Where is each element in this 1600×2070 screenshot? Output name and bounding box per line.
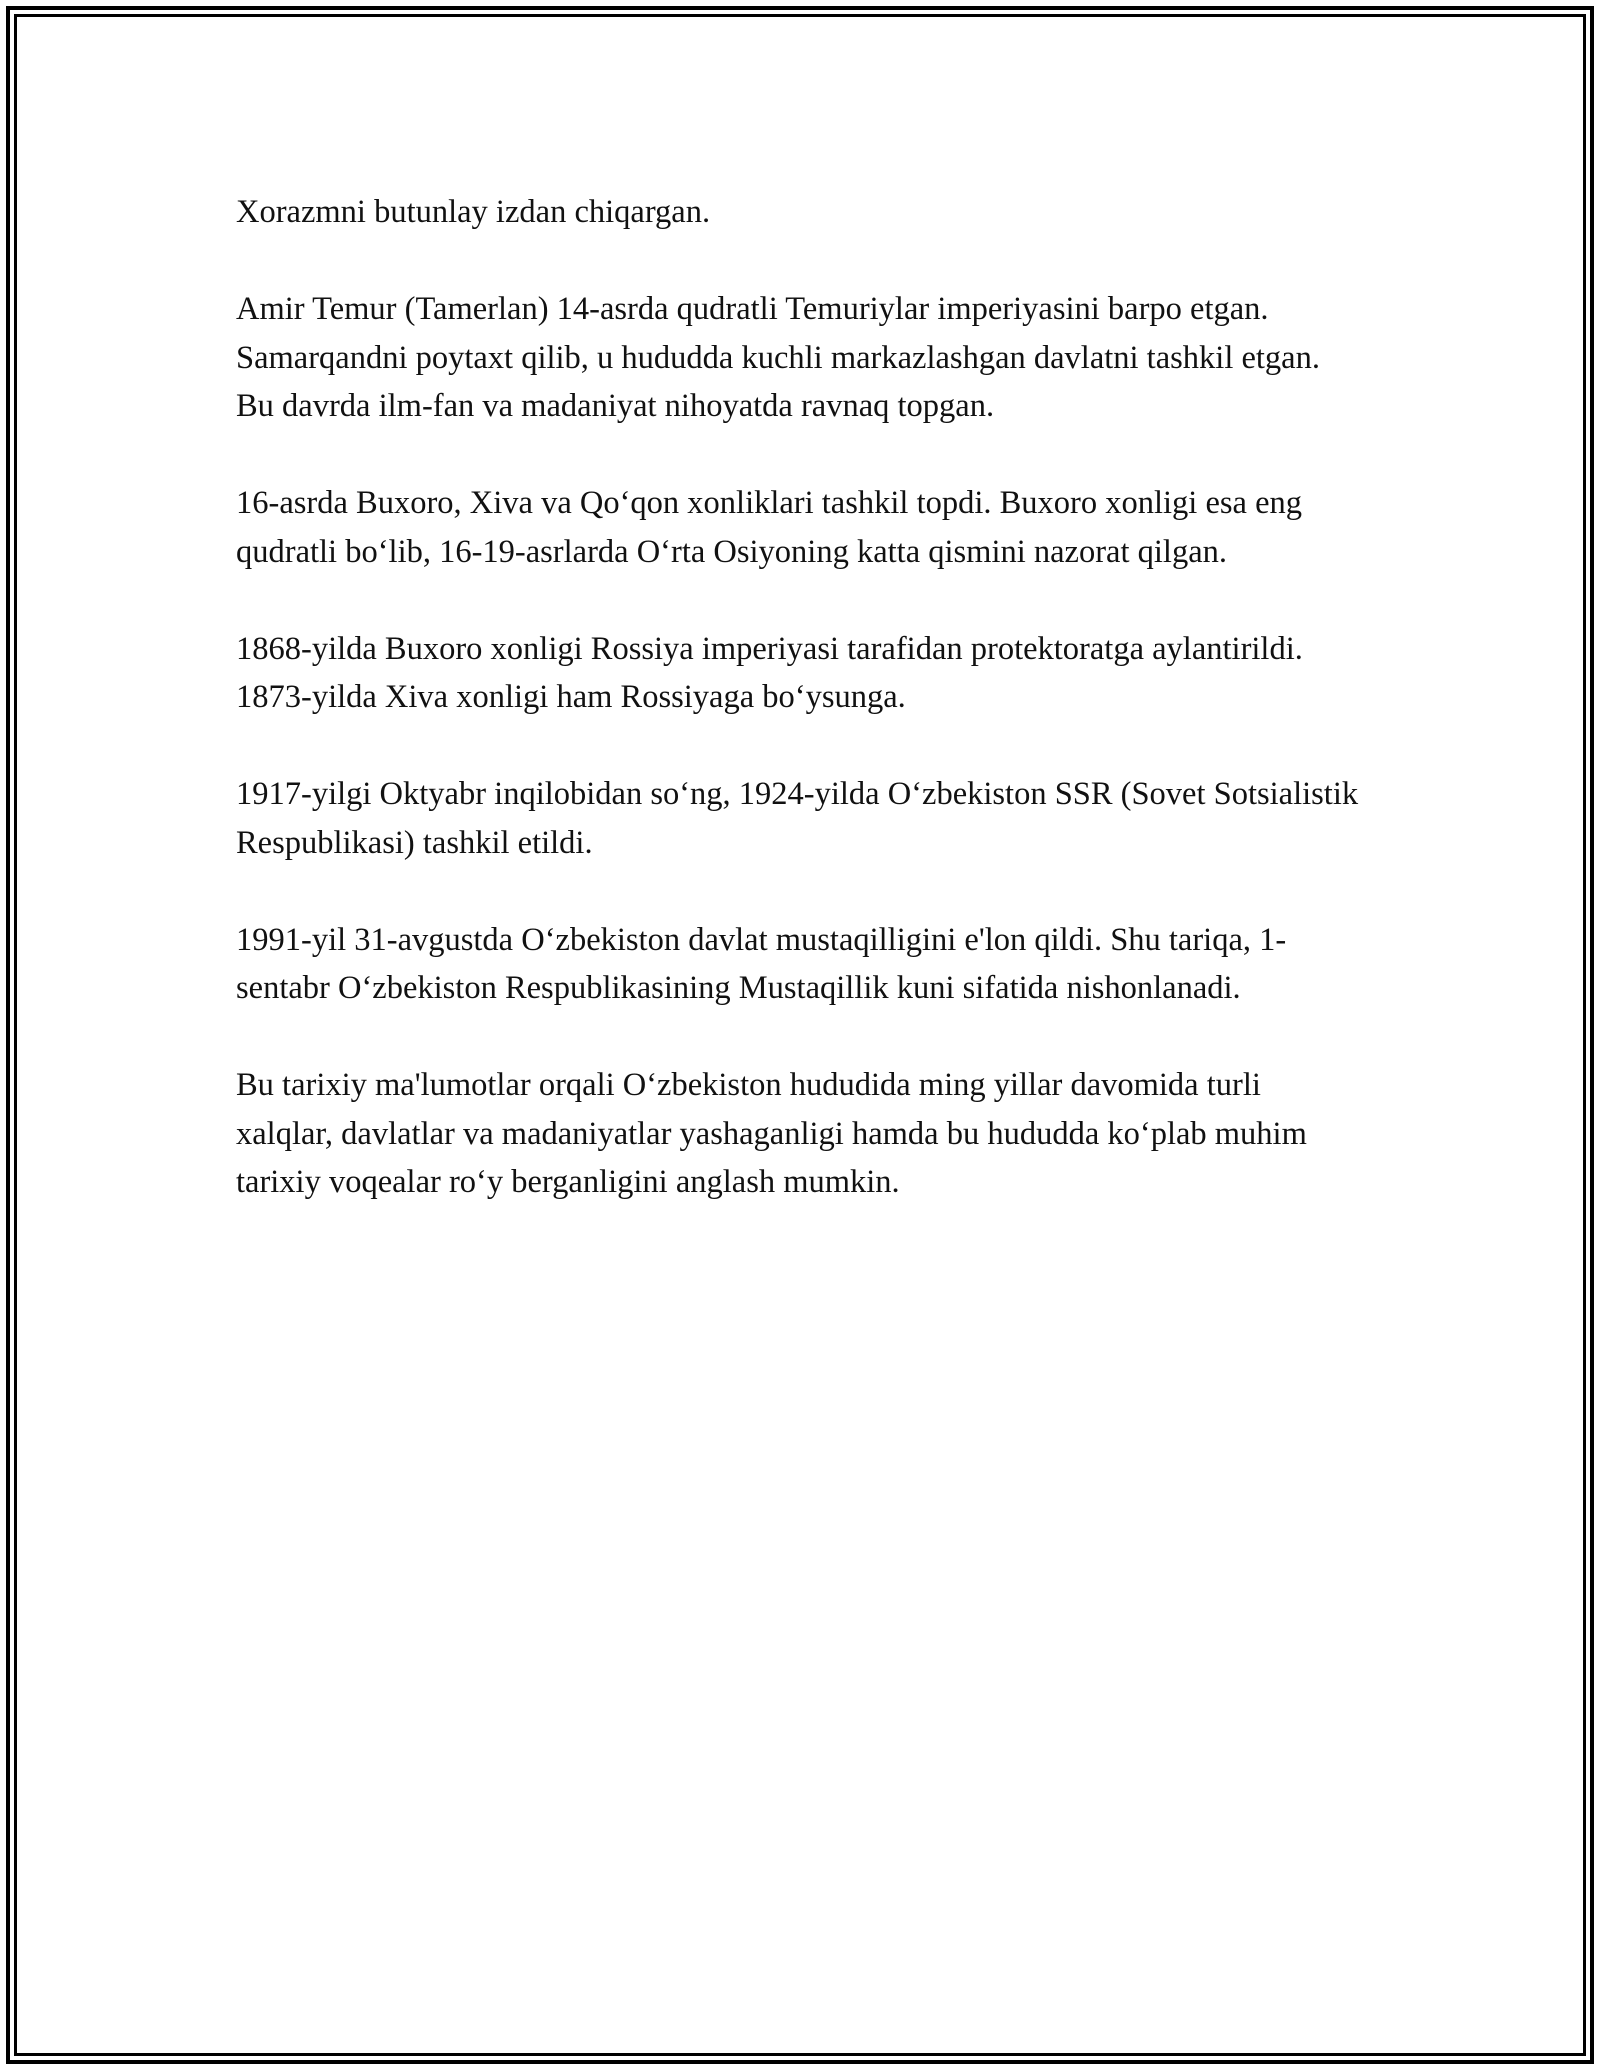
- paragraph: Bu tarixiy ma'lumotlar orqali O‘zbekiston hududida ming yillar davomida turli xalqlar, davlatlar va madaniyatlar yashaganligi hamda bu hududda ko‘plab muhim tarixiy voqealar ro‘y berganligini anglash mumkin.: [236, 1067, 1307, 1200]
- paragraph: 1868-yilda Buxoro xonligi Rossiya imperiyasi tarafidan protektoratga aylantirildi. 1873-yilda Xiva xonligi ham Rossiyaga bo‘ysunga.: [236, 630, 1303, 715]
- paragraph: Amir Temur (Tamerlan) 14-asrda qudratli Temuriylar imperiyasini barpo etgan. Samarqandni poytaxt qilib, u hududda kuchli markazlashgan davlatni tashkil etgan. Bu davrda ilm-fan va madaniyat nihoyatda ravnaq topgan.: [236, 291, 1320, 424]
- document-body: [236, 188, 1366, 1255]
- paragraph: Xorazmni butunlay izdan chiqargan.: [236, 194, 711, 230]
- paragraph: 1991-yil 31-avgustda O‘zbekiston davlat mustaqilligini e'lon qildi. Shu tariqa, 1-sentabr O‘zbekiston Respublikasining Mustaqillik kuni sifatida nishonlanadi.: [236, 921, 1287, 1006]
- paragraph: 1917-yilgi Oktyabr inqilobidan so‘ng, 1924-yilda O‘zbekiston SSR (Sovet Sotsialistik Respublikasi) tashkil etildi.: [236, 776, 1359, 861]
- paragraph: 16-asrda Buxoro, Xiva va Qo‘qon xonliklari tashkil topdi. Buxoro xonligi esa eng qudratli bo‘lib, 16-19-asrlarda O‘rta Osiyoning katta qismini nazorat qilgan.: [236, 485, 1303, 570]
